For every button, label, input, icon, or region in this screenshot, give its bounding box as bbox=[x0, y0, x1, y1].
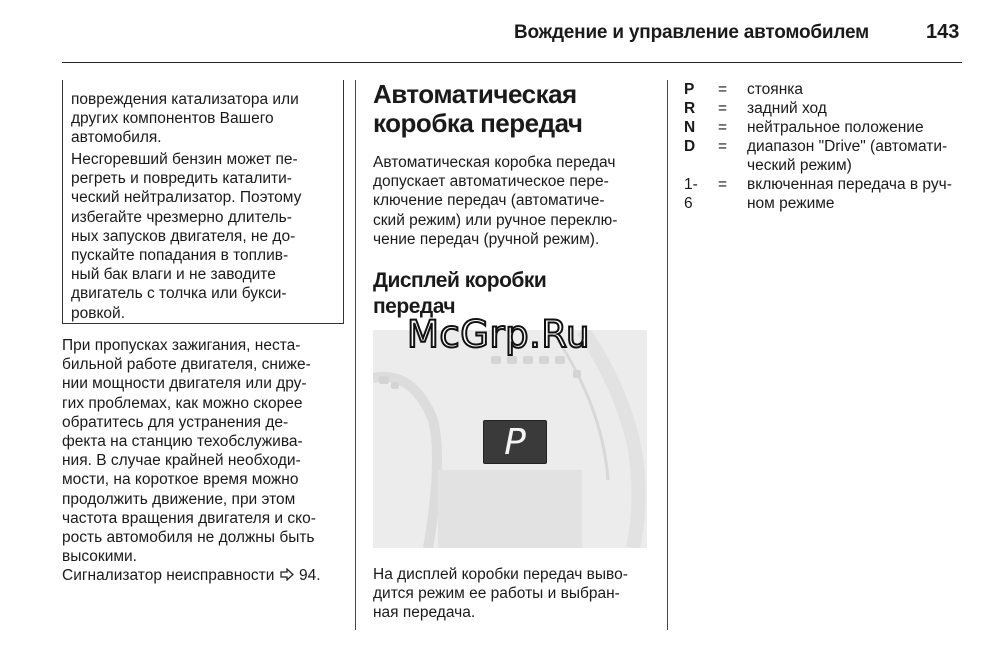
reference-arrow-icon bbox=[280, 568, 294, 581]
legend-value bbox=[747, 99, 967, 118]
body-paragraph bbox=[62, 336, 316, 566]
text-line: регреть и повредить каталити- bbox=[71, 170, 292, 188]
text-line: пускайте попадания в топлив- bbox=[71, 247, 289, 265]
legend-equals: = bbox=[718, 119, 728, 136]
display-caption bbox=[373, 565, 628, 623]
gear-display-photo bbox=[373, 330, 647, 548]
text-line: рость автомобиля не должны быть bbox=[62, 529, 315, 547]
text-line: ключение передач (автоматиче- bbox=[373, 192, 605, 210]
legend-value bbox=[747, 175, 967, 213]
warning-box bbox=[62, 80, 344, 324]
text-line: стоянка bbox=[747, 81, 803, 98]
watermark: McGrp.Ru bbox=[407, 313, 590, 356]
heading-line: коробка передач bbox=[373, 108, 583, 138]
text-line: нейтральное положение bbox=[747, 119, 924, 136]
text-line: обратитесь для устранения де- bbox=[62, 413, 289, 431]
legend-key: 1-6 bbox=[684, 176, 698, 213]
warning-para-2 bbox=[71, 150, 301, 323]
legend-equals: = bbox=[718, 81, 728, 98]
header-title: Вождение и управление автомобилем bbox=[514, 22, 869, 43]
text-line: частота вращения двигателя и ско- bbox=[62, 509, 316, 527]
cross-reference[interactable] bbox=[62, 566, 321, 585]
legend-equals: = bbox=[718, 138, 728, 155]
text-line: нии мощности двигателя или дру- bbox=[62, 375, 307, 393]
intro-paragraph bbox=[373, 153, 617, 249]
legend-value bbox=[747, 137, 967, 175]
cross-reference-text: Сигнализатор неисправности bbox=[62, 567, 275, 584]
legend-equals: = bbox=[718, 176, 728, 193]
text-line: ровкой. bbox=[71, 304, 126, 322]
text-line: ческий нейтрализатор. Поэтому bbox=[71, 189, 302, 207]
heading-line: Автоматическая bbox=[373, 79, 577, 109]
page-number: 143 bbox=[926, 21, 960, 43]
legend-value bbox=[747, 118, 967, 137]
text-line: автомобиля. bbox=[71, 129, 162, 147]
text-line: двигатель с толчка или букси- bbox=[71, 285, 287, 303]
text-line: бильной работе двигателя, сниже- bbox=[62, 356, 311, 374]
text-line: ческий режим) bbox=[747, 157, 852, 175]
heading-line: Дисплей коробки bbox=[373, 269, 547, 292]
text-line: избегайте чрезмерно длитель- bbox=[71, 208, 292, 226]
text-line: продолжить движение, при этом bbox=[62, 490, 296, 508]
cross-reference-page: 94. bbox=[299, 567, 321, 584]
legend-key: P bbox=[684, 81, 695, 98]
legend-key: R bbox=[684, 100, 696, 117]
text-line: допускает автоматическое пере- bbox=[373, 173, 609, 191]
legend-value bbox=[747, 80, 967, 99]
text-line: Автоматическая коробка передач bbox=[373, 154, 616, 171]
text-line: высокими. bbox=[62, 548, 137, 566]
legend-equals: = bbox=[718, 100, 728, 117]
text-line: диапазон "Drive" (автомати- bbox=[747, 138, 948, 155]
text-line: задний ход bbox=[747, 100, 827, 117]
text-line: гих проблемах, как можно скорее bbox=[62, 394, 303, 412]
text-line: фекта на станцию техобслужива- bbox=[62, 433, 303, 451]
warning-para-1 bbox=[71, 90, 299, 148]
text-line: дится режим ее работы и выбран- bbox=[373, 585, 620, 603]
text-line: мости, на короткое время можно bbox=[62, 471, 299, 489]
text-line: Несгоревший бензин может пе- bbox=[71, 151, 298, 168]
legend-key: D bbox=[684, 138, 696, 155]
text-line: ная передача. bbox=[373, 604, 476, 622]
legend-key: N bbox=[684, 119, 696, 136]
heading-line: передач bbox=[373, 295, 456, 318]
column-divider-left bbox=[355, 80, 356, 630]
text-line: При пропусках зажигания, неста- bbox=[62, 337, 301, 354]
header-rule bbox=[62, 62, 962, 63]
text-line: ном режиме bbox=[747, 195, 835, 213]
section-heading bbox=[373, 80, 653, 138]
text-line: ный бак влаги и не заводите bbox=[71, 266, 276, 284]
display-lower-panel bbox=[438, 470, 582, 548]
text-line: ния. В случае крайней необходи- bbox=[62, 452, 301, 470]
column-divider-right bbox=[667, 80, 668, 630]
text-line: ных запусков двигателя, не до- bbox=[71, 227, 296, 245]
text-line: На дисплей коробки передач выво- bbox=[373, 566, 628, 583]
text-line: включенная передача в руч- bbox=[747, 176, 952, 193]
text-line: повреждения катализатора или bbox=[71, 91, 299, 108]
text-line: чение передач (ручной режим). bbox=[373, 230, 600, 248]
text-line: ский режим) или ручное переклю- bbox=[373, 211, 618, 229]
text-line: других компонентов Вашего bbox=[71, 110, 274, 128]
gear-indicator: P bbox=[483, 420, 547, 464]
